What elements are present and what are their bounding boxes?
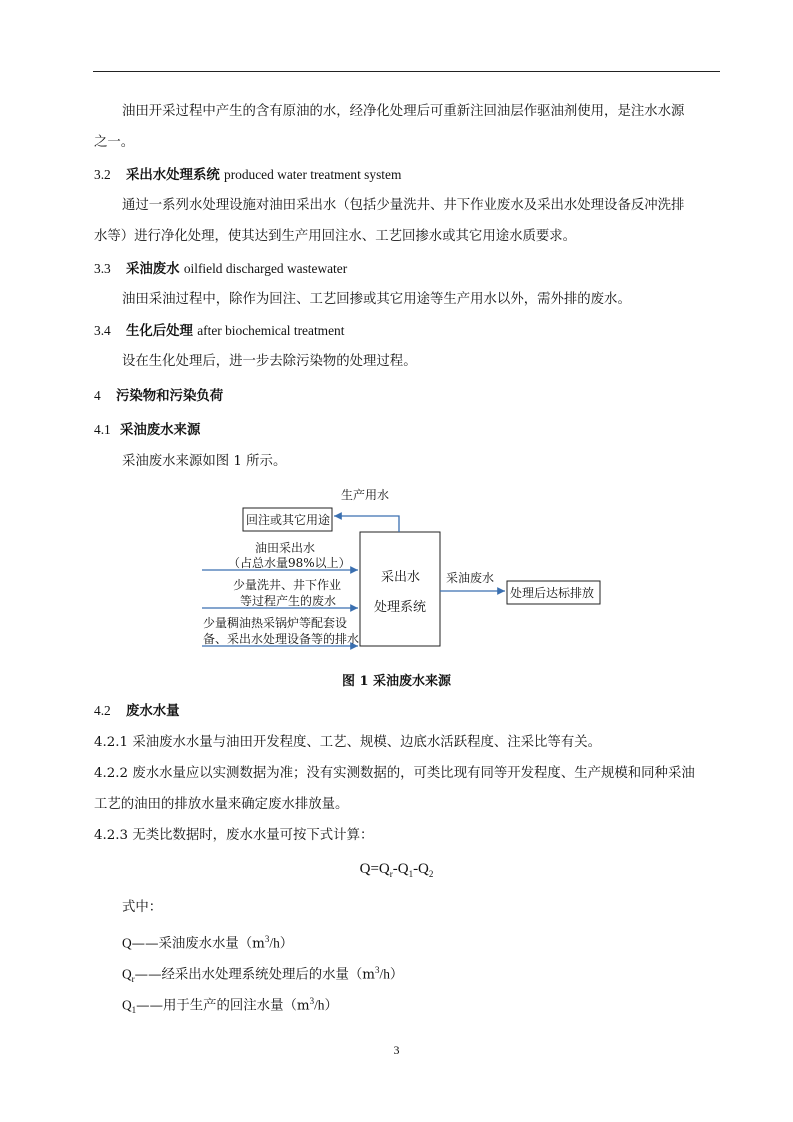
s32-body-1: 通过一系列水处理设施对油田采出水（包括少量洗井、井下作业废水及采出水处理设备反冲洗排 [122,198,685,213]
header-rule [93,71,720,72]
input-2-line-1: 少量洗井、井下作业 [233,578,342,592]
treatment-system-box [360,532,440,646]
input-1-line-2: （占总水量98%以上） [228,556,351,570]
heading-3-2: 3.2 采出水处理系统 produced water treatment system [94,167,402,183]
reinjection-arrow [334,516,399,532]
heading-3-4: 3.4 生化后处理 after biochemical treatment [94,323,345,339]
treatment-system-label-1: 采出水 [381,570,421,585]
flow-formula: $Q=Q_r-Q_1-Q_2$ [359,861,434,879]
heading-3-3: 3.3 采油废水 oilfield discharged wastewater [94,261,348,277]
reinjection-box-label: 回注或其它用途 [246,513,331,527]
input-1-line-1: 油田采出水 [255,541,316,555]
where-label: 式中： [122,900,163,915]
figure-caption: 图 1 采油废水来源 [341,674,452,689]
page-number: 3 [393,1043,400,1057]
clause-4-2-2-line-1: 4.2.2 废水水量应以实测数据为准；没有实测数据的，可类比现有同等开发程度、生产规模和同种采油 [94,766,695,781]
input-3-line-2: 备、采出水处理设备等的排水 [203,632,360,646]
treatment-system-label-2: 处理系统 [374,600,427,615]
heading-4-2: 4.2 废水水量 [94,703,180,719]
intro-line-2: 之一。 [94,135,135,150]
intro-line-1: 油田开采过程中产生的含有原油的水，经净化处理后可重新注回油层作驱油剂使用，是注水水源 [122,104,685,119]
input-3-line-1: 少量稠油热采锅炉等配套设 [203,616,348,630]
discharge-box-label: 处理后达标排放 [510,586,595,600]
heading-4: 4 污染物和污染负荷 [94,388,224,404]
clause-4-2-3: 4.2.3 无类比数据时，废水水量可按下式计算： [94,828,374,843]
heading-4-1: 4.1 采油废水来源 [94,422,201,438]
definition-q1: $Q_1——$用于生产的回注水量$(m^3/h)$ [122,996,338,1016]
definition-q: Q——采油废水水量$(m^3/h)$ [122,934,294,952]
production-water-label: 生产用水 [341,488,390,502]
input-2-line-2: 等过程产生的废水 [240,594,337,608]
s33-body: 油田采油过程中，除作为回注、工艺回掺或其它用途等生产用水以外，需外排的废水。 [122,292,631,307]
s32-body-2: 水等）进行净化处理，使其达到生产用回注水、工艺回掺水或其它用途水质要求。 [94,229,577,244]
s41-body: 采油废水来源如图 1 所示。 [122,454,287,469]
wastewater-source-diagram [0,480,793,665]
clause-4-2-1: 4.2.1 采油废水水量与油田开发程度、工艺、规模、边底水活跃程度、注采比等有关。 [94,735,601,750]
discharged-water-label: 采油废水 [446,571,495,585]
definition-qr: $Q_r——$经采出水处理系统处理后的水量$(m^3/h)$ [122,965,404,985]
s34-body: 设在生化处理后，进一步去除污染物的处理过程。 [122,354,417,369]
clause-4-2-2-line-2: 工艺的油田的排放水量来确定废水排放量。 [94,797,349,812]
